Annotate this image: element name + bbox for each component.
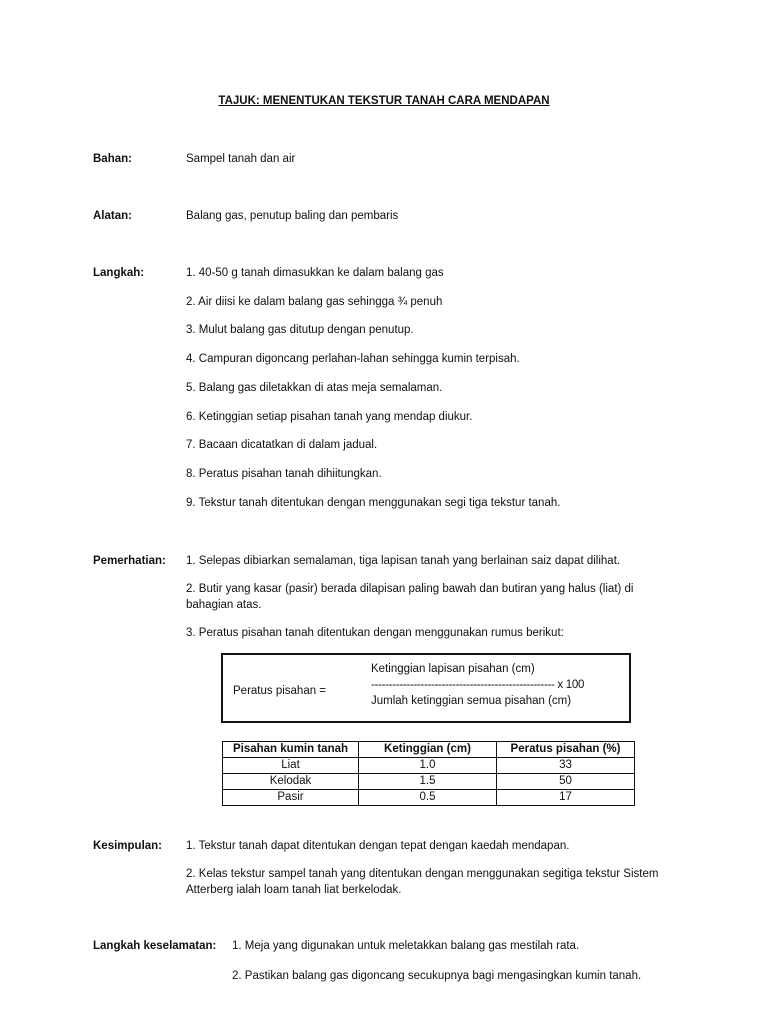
table-cell: 50	[497, 774, 635, 790]
bahan-text: Sampel tanah dan air	[186, 153, 296, 165]
table-row	[223, 774, 635, 790]
langkah-label: Langkah:	[93, 267, 145, 279]
kesimpulan-item: 1. Tekstur tanah dapat ditentukan dengan tepat dengan kaedah mendapan.	[186, 840, 570, 852]
kesimpulan-item: 2. Kelas tekstur sampel tanah yang ditentukan dengan menggunakan segitiga tekstur Sistem Atterberg ialah loam tanah liat berkelodak.	[186, 868, 659, 896]
langkah-step: 2. Air diisi ke dalam balang gas sehingga ¾ penuh	[186, 296, 443, 308]
table-row	[223, 758, 635, 774]
table-cell: 17	[497, 790, 635, 806]
pemerhatian-item: 3. Peratus pisahan tanah ditentukan dengan menggunakan rumus berikut:	[186, 627, 564, 639]
keselamatan-label: Langkah keselamatan:	[93, 940, 217, 952]
table-header: Pisahan kumin tanah	[223, 742, 359, 758]
table-header: Ketinggian (cm)	[359, 742, 497, 758]
table-header: Peratus pisahan (%)	[497, 742, 635, 758]
pisahan-table	[222, 741, 635, 806]
formula-numerator: Ketinggian lapisan pisahan (cm)	[371, 663, 535, 675]
keselamatan-item: 2. Pastikan balang gas digoncang secukupnya bagi mengasingkan kumin tanah.	[232, 970, 642, 982]
table-header-row	[223, 742, 635, 758]
table-cell: 1.5	[359, 774, 497, 790]
alatan-label: Alatan:	[93, 210, 132, 222]
table-cell: 1.0	[359, 758, 497, 774]
pemerhatian-item: 2. Butir yang kasar (pasir) berada dilapisan paling bawah dan butiran yang halus (liat) di bahagian atas.	[186, 583, 634, 611]
langkah-step: 6. Ketinggian setiap pisahan tanah yang mendap diukur.	[186, 411, 473, 423]
alatan-text: Balang gas, penutup baling dan pembaris	[186, 210, 399, 222]
bahan-label: Bahan:	[93, 153, 132, 165]
table-cell: Pasir	[223, 790, 359, 806]
formula-box	[221, 653, 631, 723]
langkah-step: 7. Bacaan dicatatkan di dalam jadual.	[186, 439, 378, 451]
document-title: TAJUK: MENENTUKAN TEKSTUR TANAH CARA MENDAPAN	[218, 95, 550, 107]
table-cell: Liat	[223, 758, 359, 774]
keselamatan-item: 1. Meja yang digunakan untuk meletakkan balang gas mestilah rata.	[232, 940, 580, 952]
table-row	[223, 790, 635, 806]
langkah-step: 3. Mulut balang gas ditutup dengan penutup.	[186, 324, 414, 336]
formula-denominator: Jumlah ketinggian semua pisahan (cm)	[371, 695, 572, 707]
langkah-step: 8. Peratus pisahan tanah dihiitungkan.	[186, 468, 382, 480]
formula-divider: ---------------------------------------------------- x 100	[371, 679, 585, 691]
langkah-step: 4. Campuran digoncang perlahan-lahan sehingga kumin terpisah.	[186, 353, 520, 365]
pemerhatian-item: 1. Selepas dibiarkan semalaman, tiga lapisan tanah yang berlainan saiz dapat dilihat.	[186, 555, 621, 567]
table-cell: Kelodak	[223, 774, 359, 790]
table-cell: 0.5	[359, 790, 497, 806]
langkah-step: 5. Balang gas diletakkan di atas meja semalaman.	[186, 382, 443, 394]
langkah-step: 1. 40-50 g tanah dimasukkan ke dalam balang gas	[186, 267, 444, 279]
kesimpulan-label: Kesimpulan:	[93, 840, 163, 852]
pemerhatian-label: Pemerhatian:	[93, 555, 166, 567]
table-cell: 33	[497, 758, 635, 774]
langkah-step: 9. Tekstur tanah ditentukan dengan menggunakan segi tiga tekstur tanah.	[186, 497, 561, 509]
formula-lhs: Peratus pisahan =	[233, 685, 327, 697]
